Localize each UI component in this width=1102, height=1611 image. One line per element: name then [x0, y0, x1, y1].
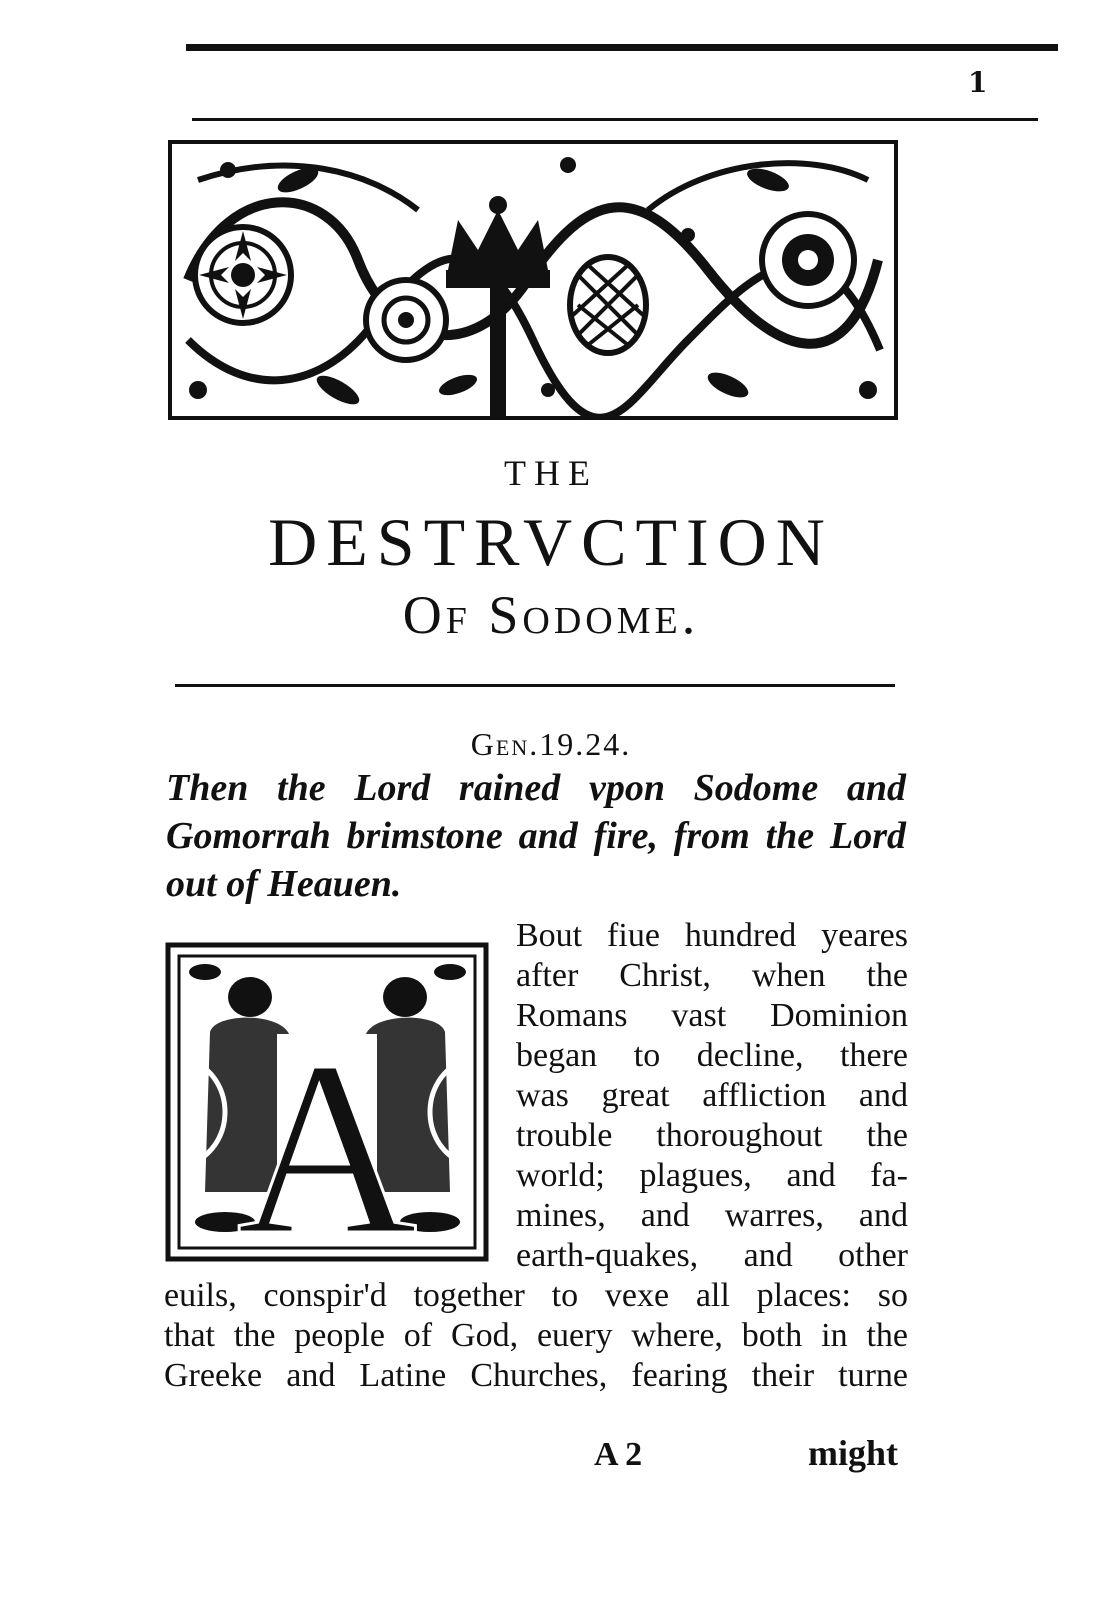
body-line: Greeke and Latine Churches, fearing their turne: [164, 1357, 908, 1394]
body-line: euils, conspir'd together to vexe all places: so: [164, 1277, 908, 1314]
scripture-reference: Gen.19.24.: [470, 726, 632, 762]
body-line: was great affliction and: [516, 1077, 908, 1114]
body-line: Bout fiue hundred yeares: [516, 917, 908, 954]
header-rule: [192, 118, 1038, 121]
dropcap-woodcut: [165, 942, 489, 1262]
dropcap-letter: A: [236, 1010, 418, 1262]
body-line: began to decline, there: [516, 1037, 908, 1074]
body-line: earth-quakes, and other: [516, 1237, 908, 1274]
ornament-headpiece: [168, 140, 898, 420]
body-line: trouble thoroughout the: [516, 1117, 908, 1154]
scripture-verse: Then the Lord rained vpon Sodome and Gomorrah brimstone and fire, from the Lord out of Heauen.: [166, 767, 906, 905]
body-line: world; plagues, and fa-: [516, 1157, 908, 1194]
body-line: mines, and warres, and: [516, 1197, 908, 1234]
section-rule: [175, 684, 895, 687]
signature-mark: A 2: [594, 1436, 643, 1473]
body-line: Romans vast Dominion: [516, 997, 908, 1034]
page-title: DESTRVCTION: [268, 504, 834, 580]
page-subtitle: Of Sodome.: [402, 585, 700, 645]
page-number: 1: [968, 66, 988, 99]
body-line: after Christ, when the: [516, 957, 908, 994]
body-line: that the people of God, euery where, both in the: [164, 1317, 908, 1354]
title-the: THE: [504, 453, 598, 493]
catchword: might: [808, 1433, 898, 1473]
top-rule: [186, 44, 1058, 51]
